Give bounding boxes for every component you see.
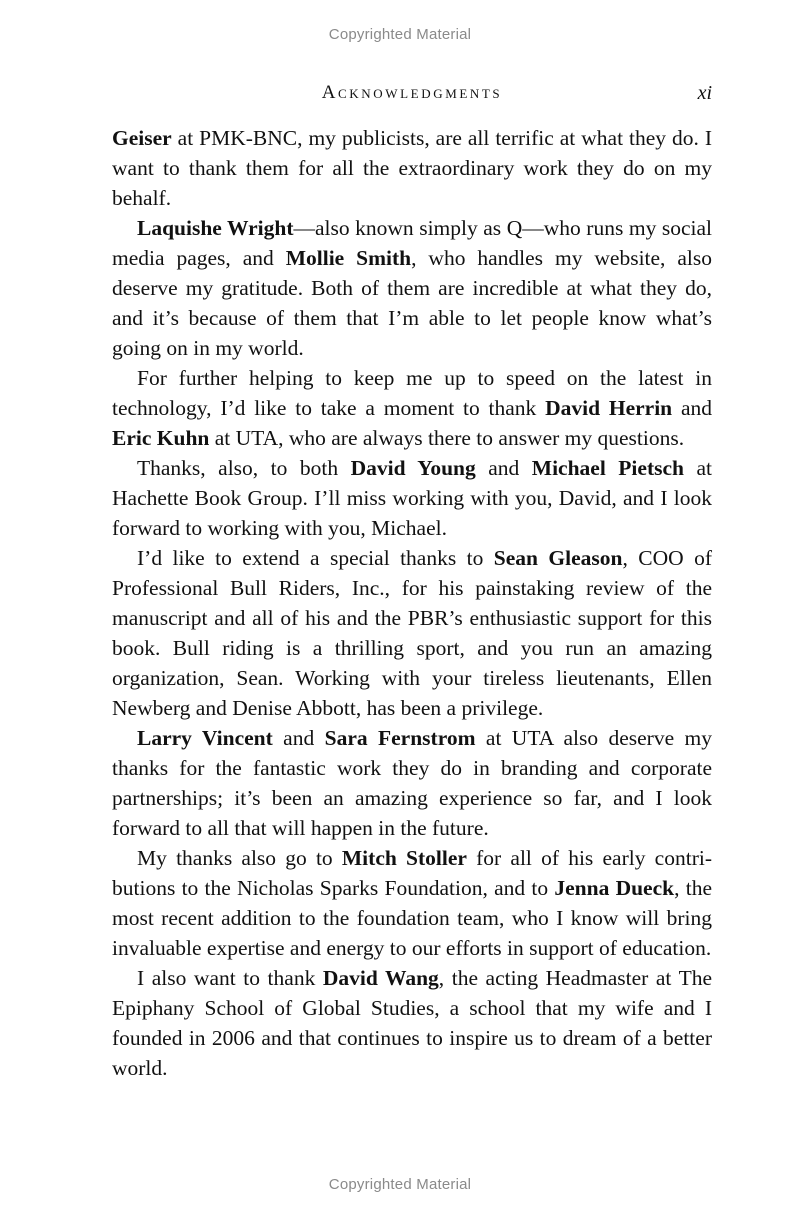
name-emphasis: Mollie Smith (285, 246, 412, 270)
paragraph (112, 363, 712, 453)
text-run: , who handles my website, also deserve my gratitude. Both of them are incredible at what they do, and it’s because of them that I’m able to let people know what’s going on in my world. (112, 246, 712, 360)
text-run: at PMK-BNC, my publicists, are all terrific at what they do. I want to thank them for all the extraordinary work they do on my behalf. (112, 126, 712, 210)
copyright-watermark-top: Copyrighted Material (328, 26, 472, 43)
name-emphasis: Laquishe Wright (137, 216, 294, 240)
copyright-watermark-bottom: Copyrighted Material (328, 1176, 472, 1193)
chapter-title: Acknowledgments (321, 82, 503, 103)
name-emphasis: Eric Kuhn (112, 426, 210, 450)
paragraph (112, 843, 712, 963)
text-run: Thanks, also, to both (137, 456, 351, 480)
paragraph (112, 963, 712, 1083)
text-run: For further helping to keep me up to speed on the latest in technology, I’d like to take a moment to thank (112, 366, 712, 420)
name-emphasis: David Young (350, 456, 476, 480)
text-run: , the acting Headmaster at The Epiphany School of Global Studies, a school that my wife and I founded in 2006 and that continues to inspire us to dream of a better world. (112, 966, 713, 1080)
text-run: , COO of Professional Bull Riders, Inc., for his painstaking review of the manuscript and all of his and the PBR’s enthusiastic support for this book. Bull riding is a thrilling sport, and you run an amazing organization, Sean. Working with your tireless lieutenants, Ellen Newberg and Denise Abbott, has been a privilege. (112, 546, 712, 720)
name-emphasis: Sean Gleason (493, 546, 623, 570)
text-run: and (672, 396, 712, 420)
name-emphasis: Larry Vincent (137, 726, 273, 750)
name-emphasis: David Wang (322, 966, 439, 990)
text-run: at Hachette Book Group. I’ll miss working with you, David, and I look forward to working with you, Michael. (112, 456, 712, 540)
text-run: for all of his early contributions to the Nicholas Sparks Foundation, and to (112, 846, 712, 900)
text-run: I’d like to extend a special thanks to (137, 546, 494, 570)
text-run: and (475, 456, 532, 480)
body-text (112, 123, 712, 1083)
name-emphasis: David Herrin (545, 396, 673, 420)
text-run: at UTA also deserve my thanks for the fantastic work they do in branding and corporate partnerships; it’s been an amazing experience so far, and I look forward to all that will happen in the future. (112, 726, 712, 840)
text-run: at UTA, who are always there to answer my questions. (209, 426, 685, 450)
name-emphasis: Jenna Dueck (554, 876, 675, 900)
paragraph (112, 123, 712, 213)
text-run: —also known simply as Q—who runs my social media pages, and (112, 216, 712, 270)
name-emphasis: Mitch Stoller (341, 846, 467, 870)
text-run: My thanks also go to (137, 846, 342, 870)
text-run: , the most recent addition to the foundation team, who I know will bring invaluable expertise and energy to our efforts in support of education. (112, 876, 713, 960)
paragraph (112, 213, 712, 363)
paragraph (112, 543, 712, 723)
name-emphasis: Geiser (112, 126, 172, 150)
running-head (112, 82, 712, 110)
text-run: and (272, 726, 325, 750)
name-emphasis: Michael Pietsch (531, 456, 684, 480)
page-number: xi (697, 82, 712, 104)
paragraph (112, 453, 712, 543)
name-emphasis: Sara Fernstrom (324, 726, 476, 750)
text-run: I also want to thank (137, 966, 323, 990)
paragraph (112, 723, 712, 843)
